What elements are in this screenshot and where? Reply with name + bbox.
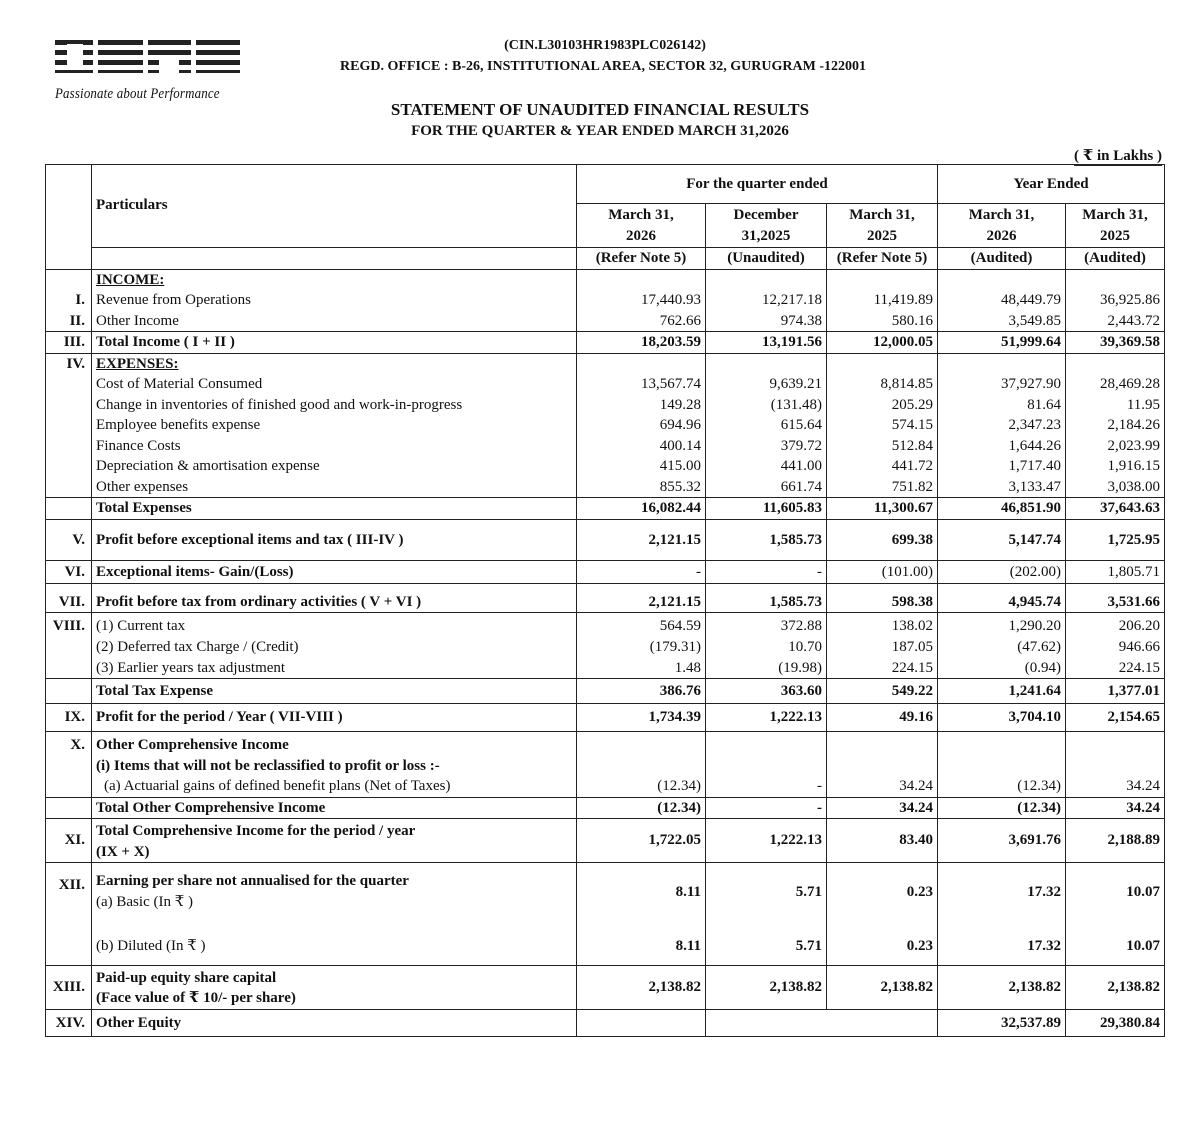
row-label: Earning per share not annualised for the quarter (a) Basic (In ₹ ) bbox=[92, 871, 577, 914]
total-oci-row bbox=[46, 797, 1165, 819]
row-label: Other Equity bbox=[92, 1009, 577, 1036]
value-cell: - bbox=[706, 797, 827, 819]
value-cell: (12.34) bbox=[577, 776, 706, 797]
revenue-row bbox=[46, 290, 1165, 311]
value-cell: 386.76 bbox=[577, 679, 706, 704]
value-cell bbox=[1066, 732, 1165, 756]
total-comprehensive-income-row bbox=[46, 819, 1165, 863]
value-cell: 37,927.90 bbox=[938, 374, 1066, 395]
row-label: Revenue from Operations bbox=[92, 290, 577, 311]
value-cell: 11,300.67 bbox=[827, 498, 938, 520]
value-cell bbox=[577, 732, 706, 756]
row-number: IX. bbox=[46, 704, 92, 732]
value-cell: 580.16 bbox=[827, 311, 938, 332]
row-label: Depreciation & amortisation expense bbox=[92, 456, 577, 477]
row-number bbox=[46, 477, 92, 498]
value-cell bbox=[827, 269, 938, 290]
value-cell: 4,945.74 bbox=[938, 592, 1066, 613]
value-cell bbox=[706, 732, 827, 756]
value-cell: 1,644.26 bbox=[938, 436, 1066, 457]
value-cell bbox=[827, 756, 938, 777]
row-label: (3) Earlier years tax adjustment bbox=[92, 658, 577, 679]
share-capital-row bbox=[46, 965, 1165, 1009]
value-cell bbox=[938, 269, 1066, 290]
row-label: Change in inventories of finished good and work-in-progress bbox=[92, 395, 577, 416]
value-cell: 11,419.89 bbox=[827, 290, 938, 311]
row-label: Total Income ( I + II ) bbox=[92, 332, 577, 354]
value-cell: 661.74 bbox=[706, 477, 827, 498]
value-cell: 11,605.83 bbox=[706, 498, 827, 520]
col-note-2: (Unaudited) bbox=[706, 248, 827, 270]
row-label: INCOME: bbox=[92, 269, 577, 290]
value-cell bbox=[938, 732, 1066, 756]
expense-row bbox=[46, 395, 1165, 416]
profit-before-exceptional-row bbox=[46, 528, 1165, 552]
value-cell: 224.15 bbox=[1066, 658, 1165, 679]
value-cell: 49.16 bbox=[827, 704, 938, 732]
value-cell: 46,851.90 bbox=[938, 498, 1066, 520]
company-tagline: Passionate about Performance bbox=[55, 86, 220, 102]
value-cell: 1,585.73 bbox=[706, 528, 827, 552]
value-cell bbox=[706, 269, 827, 290]
value-cell: 574.15 bbox=[827, 415, 938, 436]
value-cell: 1,725.95 bbox=[1066, 528, 1165, 552]
col-header-1: March 31, 2026 bbox=[577, 204, 706, 248]
total-income-row bbox=[46, 332, 1165, 354]
row-number bbox=[46, 797, 92, 819]
particulars-header: Particulars bbox=[92, 165, 577, 248]
value-cell: 34.24 bbox=[827, 776, 938, 797]
value-cell: 10.07 bbox=[1066, 936, 1165, 957]
col-note-5: (Audited) bbox=[1066, 248, 1165, 270]
value-cell: 3,038.00 bbox=[1066, 477, 1165, 498]
value-cell: 12,217.18 bbox=[706, 290, 827, 311]
value-cell: 1,805.71 bbox=[1066, 560, 1165, 583]
value-cell: - bbox=[706, 560, 827, 583]
registered-office: REGD. OFFICE : B-26, INSTITUTIONAL AREA, SECTOR 32, GURUGRAM -122001 bbox=[340, 59, 866, 74]
total-tax-row bbox=[46, 679, 1165, 704]
value-cell: 2,121.15 bbox=[577, 528, 706, 552]
row-number bbox=[46, 374, 92, 395]
value-cell: - bbox=[706, 776, 827, 797]
row-label: (a) Actuarial gains of defined benefit plans (Net of Taxes) bbox=[92, 776, 577, 797]
col-header-3: March 31, 2025 bbox=[827, 204, 938, 248]
value-cell: 37,643.63 bbox=[1066, 498, 1165, 520]
col-header-2: December 31,2025 bbox=[706, 204, 827, 248]
value-cell: 8.11 bbox=[577, 936, 706, 957]
row-label: Other Income bbox=[92, 311, 577, 332]
row-number: XIV. bbox=[46, 1009, 92, 1036]
value-cell: 512.84 bbox=[827, 436, 938, 457]
value-cell: 2,154.65 bbox=[1066, 704, 1165, 732]
col-note-1: (Refer Note 5) bbox=[577, 248, 706, 270]
value-cell: 598.38 bbox=[827, 592, 938, 613]
col-note-4: (Audited) bbox=[938, 248, 1066, 270]
value-cell: 1,916.15 bbox=[1066, 456, 1165, 477]
value-cell: 224.15 bbox=[827, 658, 938, 679]
value-cell: 1.48 bbox=[577, 658, 706, 679]
row-number bbox=[46, 776, 92, 797]
row-label: (b) Diluted (In ₹ ) bbox=[92, 936, 577, 957]
spacer-row bbox=[46, 914, 1165, 936]
value-cell: 16,082.44 bbox=[577, 498, 706, 520]
expense-row bbox=[46, 477, 1165, 498]
value-cell: 379.72 bbox=[706, 436, 827, 457]
value-cell: (12.34) bbox=[938, 797, 1066, 819]
expense-row bbox=[46, 436, 1165, 457]
spacer-row bbox=[46, 519, 1165, 528]
value-cell: 946.66 bbox=[1066, 637, 1165, 658]
value-cell: 187.05 bbox=[827, 637, 938, 658]
value-cell: 5.71 bbox=[706, 936, 827, 957]
row-label: Profit before tax from ordinary activities ( V + VI ) bbox=[92, 592, 577, 613]
value-cell: 1,734.39 bbox=[577, 704, 706, 732]
value-cell: 28,469.28 bbox=[1066, 374, 1165, 395]
row-number: I. bbox=[46, 290, 92, 311]
value-cell: 18,203.59 bbox=[577, 332, 706, 354]
value-cell: 39,369.58 bbox=[1066, 332, 1165, 354]
value-cell: 36,925.86 bbox=[1066, 290, 1165, 311]
value-cell bbox=[706, 756, 827, 777]
value-cell: 751.82 bbox=[827, 477, 938, 498]
row-label: Exceptional items- Gain/(Loss) bbox=[92, 560, 577, 583]
value-cell: 5.71 bbox=[706, 871, 827, 914]
value-cell bbox=[577, 1009, 706, 1036]
col-header-4: March 31, 2026 bbox=[938, 204, 1066, 248]
value-cell: 694.96 bbox=[577, 415, 706, 436]
value-cell: 3,531.66 bbox=[1066, 592, 1165, 613]
value-cell: 762.66 bbox=[577, 311, 706, 332]
value-cell: 48,449.79 bbox=[938, 290, 1066, 311]
row-label: (1) Current tax bbox=[92, 613, 577, 638]
value-cell: 1,585.73 bbox=[706, 592, 827, 613]
value-cell: 2,138.82 bbox=[1066, 965, 1165, 1009]
row-number: V. bbox=[46, 528, 92, 552]
value-cell: 2,347.23 bbox=[938, 415, 1066, 436]
earlier-tax-row bbox=[46, 658, 1165, 679]
value-cell: - bbox=[577, 560, 706, 583]
year-group-header: Year Ended bbox=[938, 165, 1165, 204]
expense-row bbox=[46, 415, 1165, 436]
value-cell: 2,138.82 bbox=[827, 965, 938, 1009]
row-label: Cost of Material Consumed bbox=[92, 374, 577, 395]
value-cell: 2,121.15 bbox=[577, 592, 706, 613]
value-cell: 0.23 bbox=[827, 871, 938, 914]
value-cell: 13,191.56 bbox=[706, 332, 827, 354]
spacer-row bbox=[46, 863, 1165, 872]
value-cell: 10.07 bbox=[1066, 871, 1165, 914]
value-cell bbox=[827, 353, 938, 374]
value-cell bbox=[938, 353, 1066, 374]
value-cell: 34.24 bbox=[1066, 797, 1165, 819]
value-cell: 5,147.74 bbox=[938, 528, 1066, 552]
value-cell bbox=[1066, 353, 1165, 374]
value-cell: (131.48) bbox=[706, 395, 827, 416]
header-row-groups bbox=[46, 165, 1165, 204]
row-label: Profit before exceptional items and tax ( III-IV ) bbox=[92, 528, 577, 552]
value-cell: 415.00 bbox=[577, 456, 706, 477]
deferred-tax-row bbox=[46, 637, 1165, 658]
row-number: XIII. bbox=[46, 965, 92, 1009]
row-number bbox=[46, 637, 92, 658]
row-number: X. bbox=[46, 732, 92, 756]
value-cell: 83.40 bbox=[827, 819, 938, 863]
spacer-row bbox=[46, 583, 1165, 592]
row-label: Employee benefits expense bbox=[92, 415, 577, 436]
total-expenses-row bbox=[46, 498, 1165, 520]
value-cell: 1,222.13 bbox=[706, 819, 827, 863]
value-cell: 12,000.05 bbox=[827, 332, 938, 354]
eps-basic-row bbox=[46, 871, 1165, 914]
value-cell: 2,443.72 bbox=[1066, 311, 1165, 332]
other-equity-row bbox=[46, 1009, 1165, 1036]
row-label: Other Comprehensive Income bbox=[92, 732, 577, 756]
value-cell: 8,814.85 bbox=[827, 374, 938, 395]
row-number bbox=[46, 269, 92, 290]
value-cell: 1,377.01 bbox=[1066, 679, 1165, 704]
value-cell: 441.00 bbox=[706, 456, 827, 477]
value-cell: (12.34) bbox=[938, 776, 1066, 797]
value-cell: 1,290.20 bbox=[938, 613, 1066, 638]
row-label: EXPENSES: bbox=[92, 353, 577, 374]
profit-before-tax-row bbox=[46, 592, 1165, 613]
value-cell: 149.28 bbox=[577, 395, 706, 416]
value-cell: 1,717.40 bbox=[938, 456, 1066, 477]
row-number bbox=[46, 658, 92, 679]
row-label: Finance Costs bbox=[92, 436, 577, 457]
value-cell: 372.88 bbox=[706, 613, 827, 638]
value-cell: 3,133.47 bbox=[938, 477, 1066, 498]
row-label: Paid-up equity share capital (Face value of ₹ 10/- per share) bbox=[92, 965, 577, 1009]
value-cell: 699.38 bbox=[827, 528, 938, 552]
value-cell: 8.11 bbox=[577, 871, 706, 914]
expense-row bbox=[46, 456, 1165, 477]
value-cell: 2,138.82 bbox=[577, 965, 706, 1009]
row-number bbox=[46, 756, 92, 777]
statement-title: STATEMENT OF UNAUDITED FINANCIAL RESULTS bbox=[390, 100, 810, 119]
value-cell: 549.22 bbox=[827, 679, 938, 704]
value-cell bbox=[827, 732, 938, 756]
value-cell: 564.59 bbox=[577, 613, 706, 638]
value-cell bbox=[827, 1009, 938, 1036]
value-cell: 32,537.89 bbox=[938, 1009, 1066, 1036]
exceptional-items-row bbox=[46, 560, 1165, 583]
value-cell: 34.24 bbox=[1066, 776, 1165, 797]
income-heading-row bbox=[46, 269, 1165, 290]
expenses-heading-row bbox=[46, 353, 1165, 374]
row-number: IV. bbox=[46, 353, 92, 374]
value-cell: 2,138.82 bbox=[938, 965, 1066, 1009]
row-label: Total Expenses bbox=[92, 498, 577, 520]
row-number bbox=[46, 456, 92, 477]
row-number bbox=[46, 679, 92, 704]
row-number: VIII. bbox=[46, 613, 92, 638]
value-cell: (0.94) bbox=[938, 658, 1066, 679]
row-number bbox=[46, 436, 92, 457]
row-label: Total Tax Expense bbox=[92, 679, 577, 704]
row-number bbox=[46, 415, 92, 436]
value-cell: 1,241.64 bbox=[938, 679, 1066, 704]
header-row-notes bbox=[46, 248, 1165, 270]
row-number: III. bbox=[46, 332, 92, 354]
spacer-row bbox=[46, 957, 1165, 966]
value-cell: 29,380.84 bbox=[1066, 1009, 1165, 1036]
col-header-5: March 31, 2025 bbox=[1066, 204, 1165, 248]
row-number: II. bbox=[46, 311, 92, 332]
value-cell: 17.32 bbox=[938, 871, 1066, 914]
value-cell: 1,722.05 bbox=[577, 819, 706, 863]
currency-units: ( ₹ in Lakhs ) bbox=[1074, 148, 1162, 164]
financial-results-table bbox=[45, 164, 1165, 1037]
value-cell: 2,184.26 bbox=[1066, 415, 1165, 436]
value-cell: 206.20 bbox=[1066, 613, 1165, 638]
value-cell: 2,023.99 bbox=[1066, 436, 1165, 457]
value-cell: 17,440.93 bbox=[577, 290, 706, 311]
value-cell bbox=[577, 756, 706, 777]
value-cell bbox=[706, 353, 827, 374]
value-cell: 2,188.89 bbox=[1066, 819, 1165, 863]
value-cell: (202.00) bbox=[938, 560, 1066, 583]
value-cell: 34.24 bbox=[827, 797, 938, 819]
actuarial-gains-row bbox=[46, 776, 1165, 797]
row-number bbox=[46, 936, 92, 957]
row-number: XII. bbox=[46, 871, 92, 914]
value-cell: 363.60 bbox=[706, 679, 827, 704]
row-label: Other expenses bbox=[92, 477, 577, 498]
value-cell: 13,567.74 bbox=[577, 374, 706, 395]
profit-for-period-row bbox=[46, 704, 1165, 732]
value-cell: (179.31) bbox=[577, 637, 706, 658]
row-number: VI. bbox=[46, 560, 92, 583]
row-number: VII. bbox=[46, 592, 92, 613]
value-cell: (101.00) bbox=[827, 560, 938, 583]
value-cell: 400.14 bbox=[577, 436, 706, 457]
value-cell: 17.32 bbox=[938, 936, 1066, 957]
value-cell: 2,138.82 bbox=[706, 965, 827, 1009]
value-cell: 51,999.64 bbox=[938, 332, 1066, 354]
value-cell: 974.38 bbox=[706, 311, 827, 332]
other-income-row bbox=[46, 311, 1165, 332]
row-number bbox=[46, 395, 92, 416]
row-label: Total Other Comprehensive Income bbox=[92, 797, 577, 819]
quarter-group-header: For the quarter ended bbox=[577, 165, 938, 204]
value-cell: (19.98) bbox=[706, 658, 827, 679]
value-cell: 81.64 bbox=[938, 395, 1066, 416]
value-cell: 3,704.10 bbox=[938, 704, 1066, 732]
value-cell: 615.64 bbox=[706, 415, 827, 436]
value-cell bbox=[1066, 756, 1165, 777]
value-cell: (12.34) bbox=[577, 797, 706, 819]
value-cell: 441.72 bbox=[827, 456, 938, 477]
eps-diluted-row bbox=[46, 936, 1165, 957]
row-number: XI. bbox=[46, 819, 92, 863]
value-cell: 10.70 bbox=[706, 637, 827, 658]
oci-heading-row bbox=[46, 732, 1165, 756]
value-cell bbox=[577, 269, 706, 290]
value-cell: 11.95 bbox=[1066, 395, 1165, 416]
value-cell: 1,222.13 bbox=[706, 704, 827, 732]
value-cell: 205.29 bbox=[827, 395, 938, 416]
value-cell: 0.23 bbox=[827, 936, 938, 957]
value-cell: 3,549.85 bbox=[938, 311, 1066, 332]
value-cell: 855.32 bbox=[577, 477, 706, 498]
value-cell: 9,639.21 bbox=[706, 374, 827, 395]
expense-row bbox=[46, 374, 1165, 395]
value-cell: 138.02 bbox=[827, 613, 938, 638]
row-label: Total Comprehensive Income for the period / year (IX + X) bbox=[92, 819, 577, 863]
value-cell bbox=[706, 1009, 827, 1036]
col-note-3: (Refer Note 5) bbox=[827, 248, 938, 270]
value-cell bbox=[577, 353, 706, 374]
row-label: Profit for the period / Year ( VII-VIII ) bbox=[92, 704, 577, 732]
row-number bbox=[46, 498, 92, 520]
value-cell bbox=[938, 756, 1066, 777]
value-cell: (47.62) bbox=[938, 637, 1066, 658]
cin-number: (CIN.L30103HR1983PLC026142) bbox=[504, 38, 706, 53]
current-tax-row bbox=[46, 613, 1165, 638]
oci-subheading-row bbox=[46, 756, 1165, 777]
row-label: (2) Deferred tax Charge / (Credit) bbox=[92, 637, 577, 658]
spacer-row bbox=[46, 552, 1165, 561]
value-cell: 3,691.76 bbox=[938, 819, 1066, 863]
value-cell bbox=[1066, 269, 1165, 290]
row-label: (i) Items that will not be reclassified to profit or loss :- bbox=[92, 756, 577, 777]
statement-subtitle: FOR THE QUARTER & YEAR ENDED MARCH 31,2026 bbox=[411, 123, 789, 139]
